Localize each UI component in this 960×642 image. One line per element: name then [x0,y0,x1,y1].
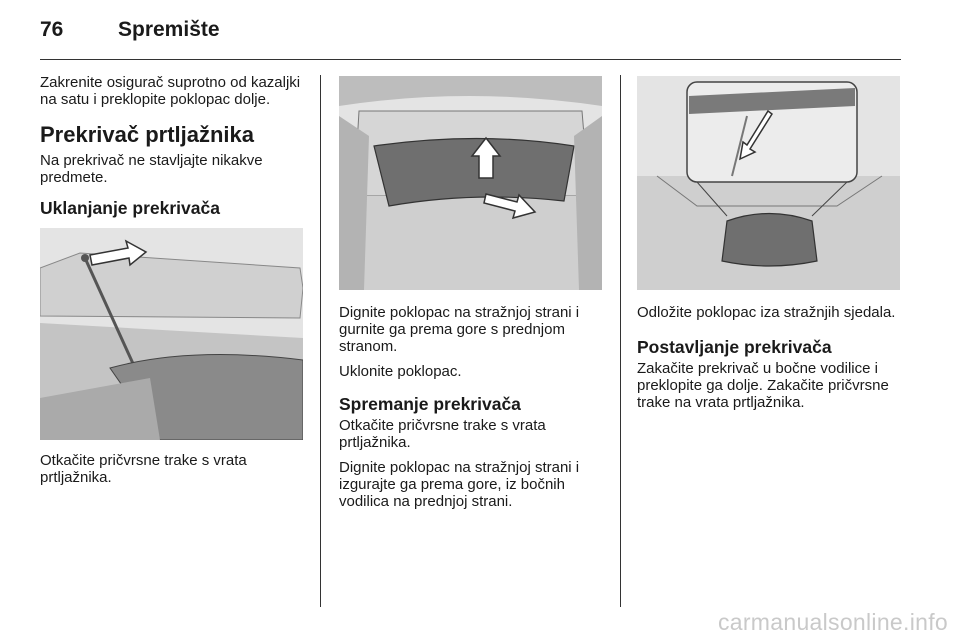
figure-cover-stowed [637,76,900,290]
subsection-heading-storage: Spremanje prekrivača [339,394,521,414]
paragraph-stow-cover: Odložite poklopac iza stražnjih sjedala. [637,304,896,321]
paragraph-remove-cover: Uklonite poklopac. [339,363,462,380]
page-number: 76 [40,18,64,41]
figure-cover-lift [339,76,602,290]
section-heading: Prekrivač prtljažnika [40,122,255,147]
page-title: Spremište [118,18,220,41]
paragraph-lift-cover: Dignite poklopac na stražnjoj strani i gurnite ga prema gore s prednjom stranom. [339,304,580,355]
subsection-heading-install: Postavljanje prekrivača [637,337,832,357]
subsection-heading-removal: Uklanjanje prekrivača [40,198,220,218]
column-divider-2 [620,75,621,607]
column-divider-1 [320,75,321,607]
header-rule [40,59,901,60]
watermark: carmanualsonline.info [717,609,948,635]
intro-paragraph: Zakrenite osigurač suprotno od kazaljki na satu i preklopite poklopac dolje. [40,74,301,108]
paragraph-push-out: Dignite poklopac na stražnjoj strani i izgurajte ga prema gore, iz bočnih vodilica na prednjoj strani. [339,459,580,510]
column-1 [40,74,306,494]
warning-note: Na prekrivač ne stavljajte nikakve predmete. [40,152,263,186]
column-2 [339,74,605,518]
paragraph-unhook-straps: Otkačite pričvrsne trake s vrata prtljažnika. [339,417,546,451]
column-3 [637,74,903,419]
paragraph-install-cover: Zakačite prekrivač u bočne vodilice i preklopite ga dolje. Zakačite pričvrsne trake na vrata prtljažnika. [637,360,889,411]
figure-caption-1: Otkačite pričvrsne trake s vrata prtljažnika. [40,452,247,486]
figure-tailgate-strap [40,228,303,440]
